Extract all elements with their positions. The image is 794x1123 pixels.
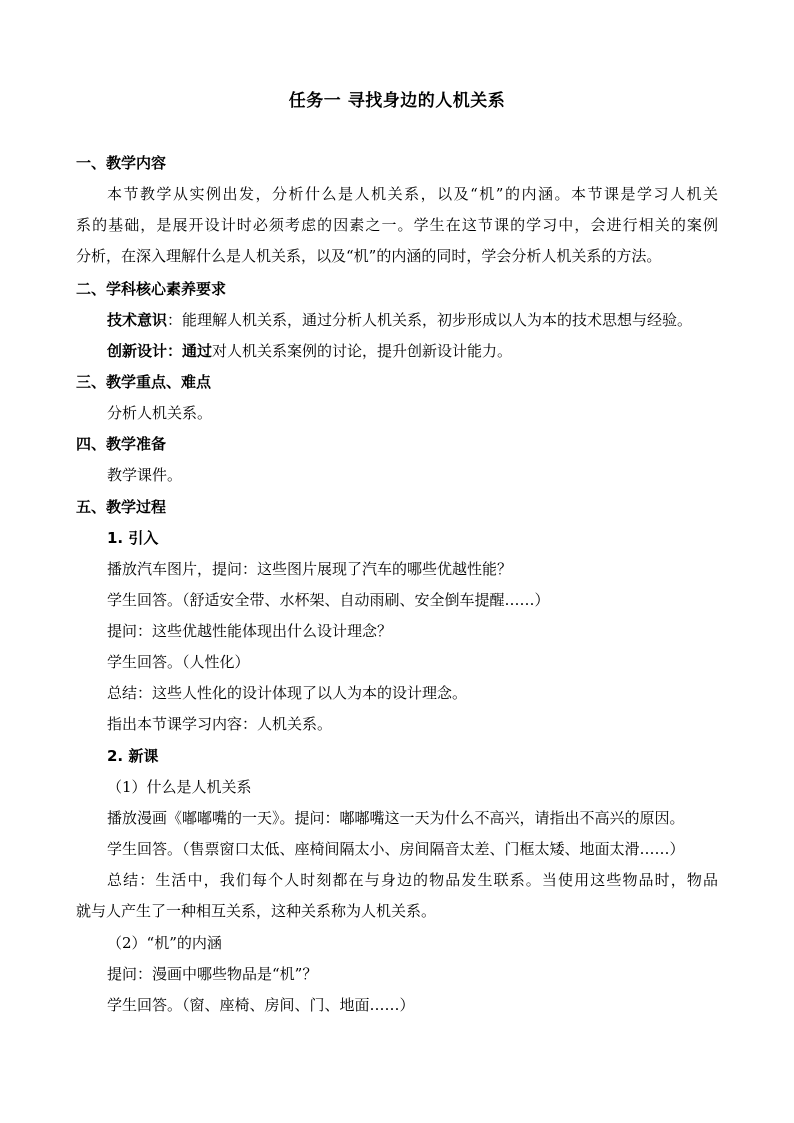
paragraph-line: 分析人机关系。	[107, 404, 213, 422]
paragraph-line: 指出本节课学习内容：人机关系。	[107, 715, 333, 733]
section-heading-literacy: 二、学科核心素养要求	[76, 280, 227, 298]
section-heading-content: 一、教学内容	[76, 154, 167, 172]
literacy-item-innovation	[107, 341, 512, 361]
literacy-label-technology: 技术意识	[107, 311, 168, 329]
subsection-heading-new-lesson: 2. 新课	[107, 747, 159, 765]
paragraph-line: 播放汽车图片，提问：这些图片展现了汽车的哪些优越性能？	[107, 560, 513, 578]
section-heading-process: 五、教学过程	[76, 498, 167, 516]
literacy-text-technology: ：能理解人机关系，通过分析人机关系，初步形成以人为本的技术思想与经验。	[167, 311, 693, 329]
literacy-label-innovation: 创新设计：通过	[107, 342, 213, 360]
subsection-heading-intro: 1. 引入	[107, 529, 159, 547]
section-heading-preparation: 四、教学准备	[76, 435, 167, 453]
literacy-item-technology	[107, 310, 692, 330]
paragraph-line: 分析，在深入理解什么是人机关系，以及“机”的内涵的同时，学会分析人机关系的方法。	[76, 247, 662, 265]
section-heading-keypoints: 三、教学重点、难点	[76, 373, 212, 391]
paragraph-line: 学生回答。（人性化）	[107, 653, 250, 671]
paragraph-line: 教学课件。	[107, 466, 183, 484]
paragraph-line: 系的基础，是展开设计时必须考虑的因素之一。学生在这节课的学习中，会进行相关的案例	[76, 216, 718, 234]
paragraph-line: 学生回答。（售票窗口太低、座椅间隔太小、房间隔音太差、门框太矮、地面太滑……）	[107, 840, 685, 858]
paragraph-line: 提问：漫画中哪些物品是“机”？	[107, 965, 318, 983]
literacy-text-innovation: 对人机关系案例的讨论，提升创新设计能力。	[212, 342, 513, 360]
paragraph-line: 提问：这些优越性能体现出什么设计理念？	[107, 622, 393, 640]
part-heading-machine: （2）“机”的内涵	[107, 934, 222, 952]
paragraph-line: 学生回答。（窗、座椅、房间、门、地面……）	[107, 996, 415, 1014]
document-title: 任务一 寻找身边的人机关系	[288, 91, 506, 111]
paragraph-line: 本节教学从实例出发，分析什么是人机关系，以及“机”的内涵。本节课是学习人机关	[107, 185, 718, 203]
paragraph-line: 播放漫画《嘟嘟嘴的一天》。提问：嘟嘟嘴这一天为什么不高兴，请指出不高兴的原因。	[107, 809, 685, 827]
paragraph-line: 学生回答。（舒适安全带、水杯架、自动雨刷、安全倒车提醒……）	[107, 591, 550, 609]
paragraph-line: 总结：生活中，我们每个人时刻都在与身边的物品发生联系。当使用这些物品时，物品	[107, 871, 718, 889]
part-heading-what-is: （1）什么是人机关系	[107, 778, 252, 796]
paragraph-line: 就与人产生了一种相互关系，这种关系称为人机关系。	[76, 902, 437, 920]
paragraph-line: 总结：这些人性化的设计体现了以人为本的设计理念。	[107, 684, 468, 702]
